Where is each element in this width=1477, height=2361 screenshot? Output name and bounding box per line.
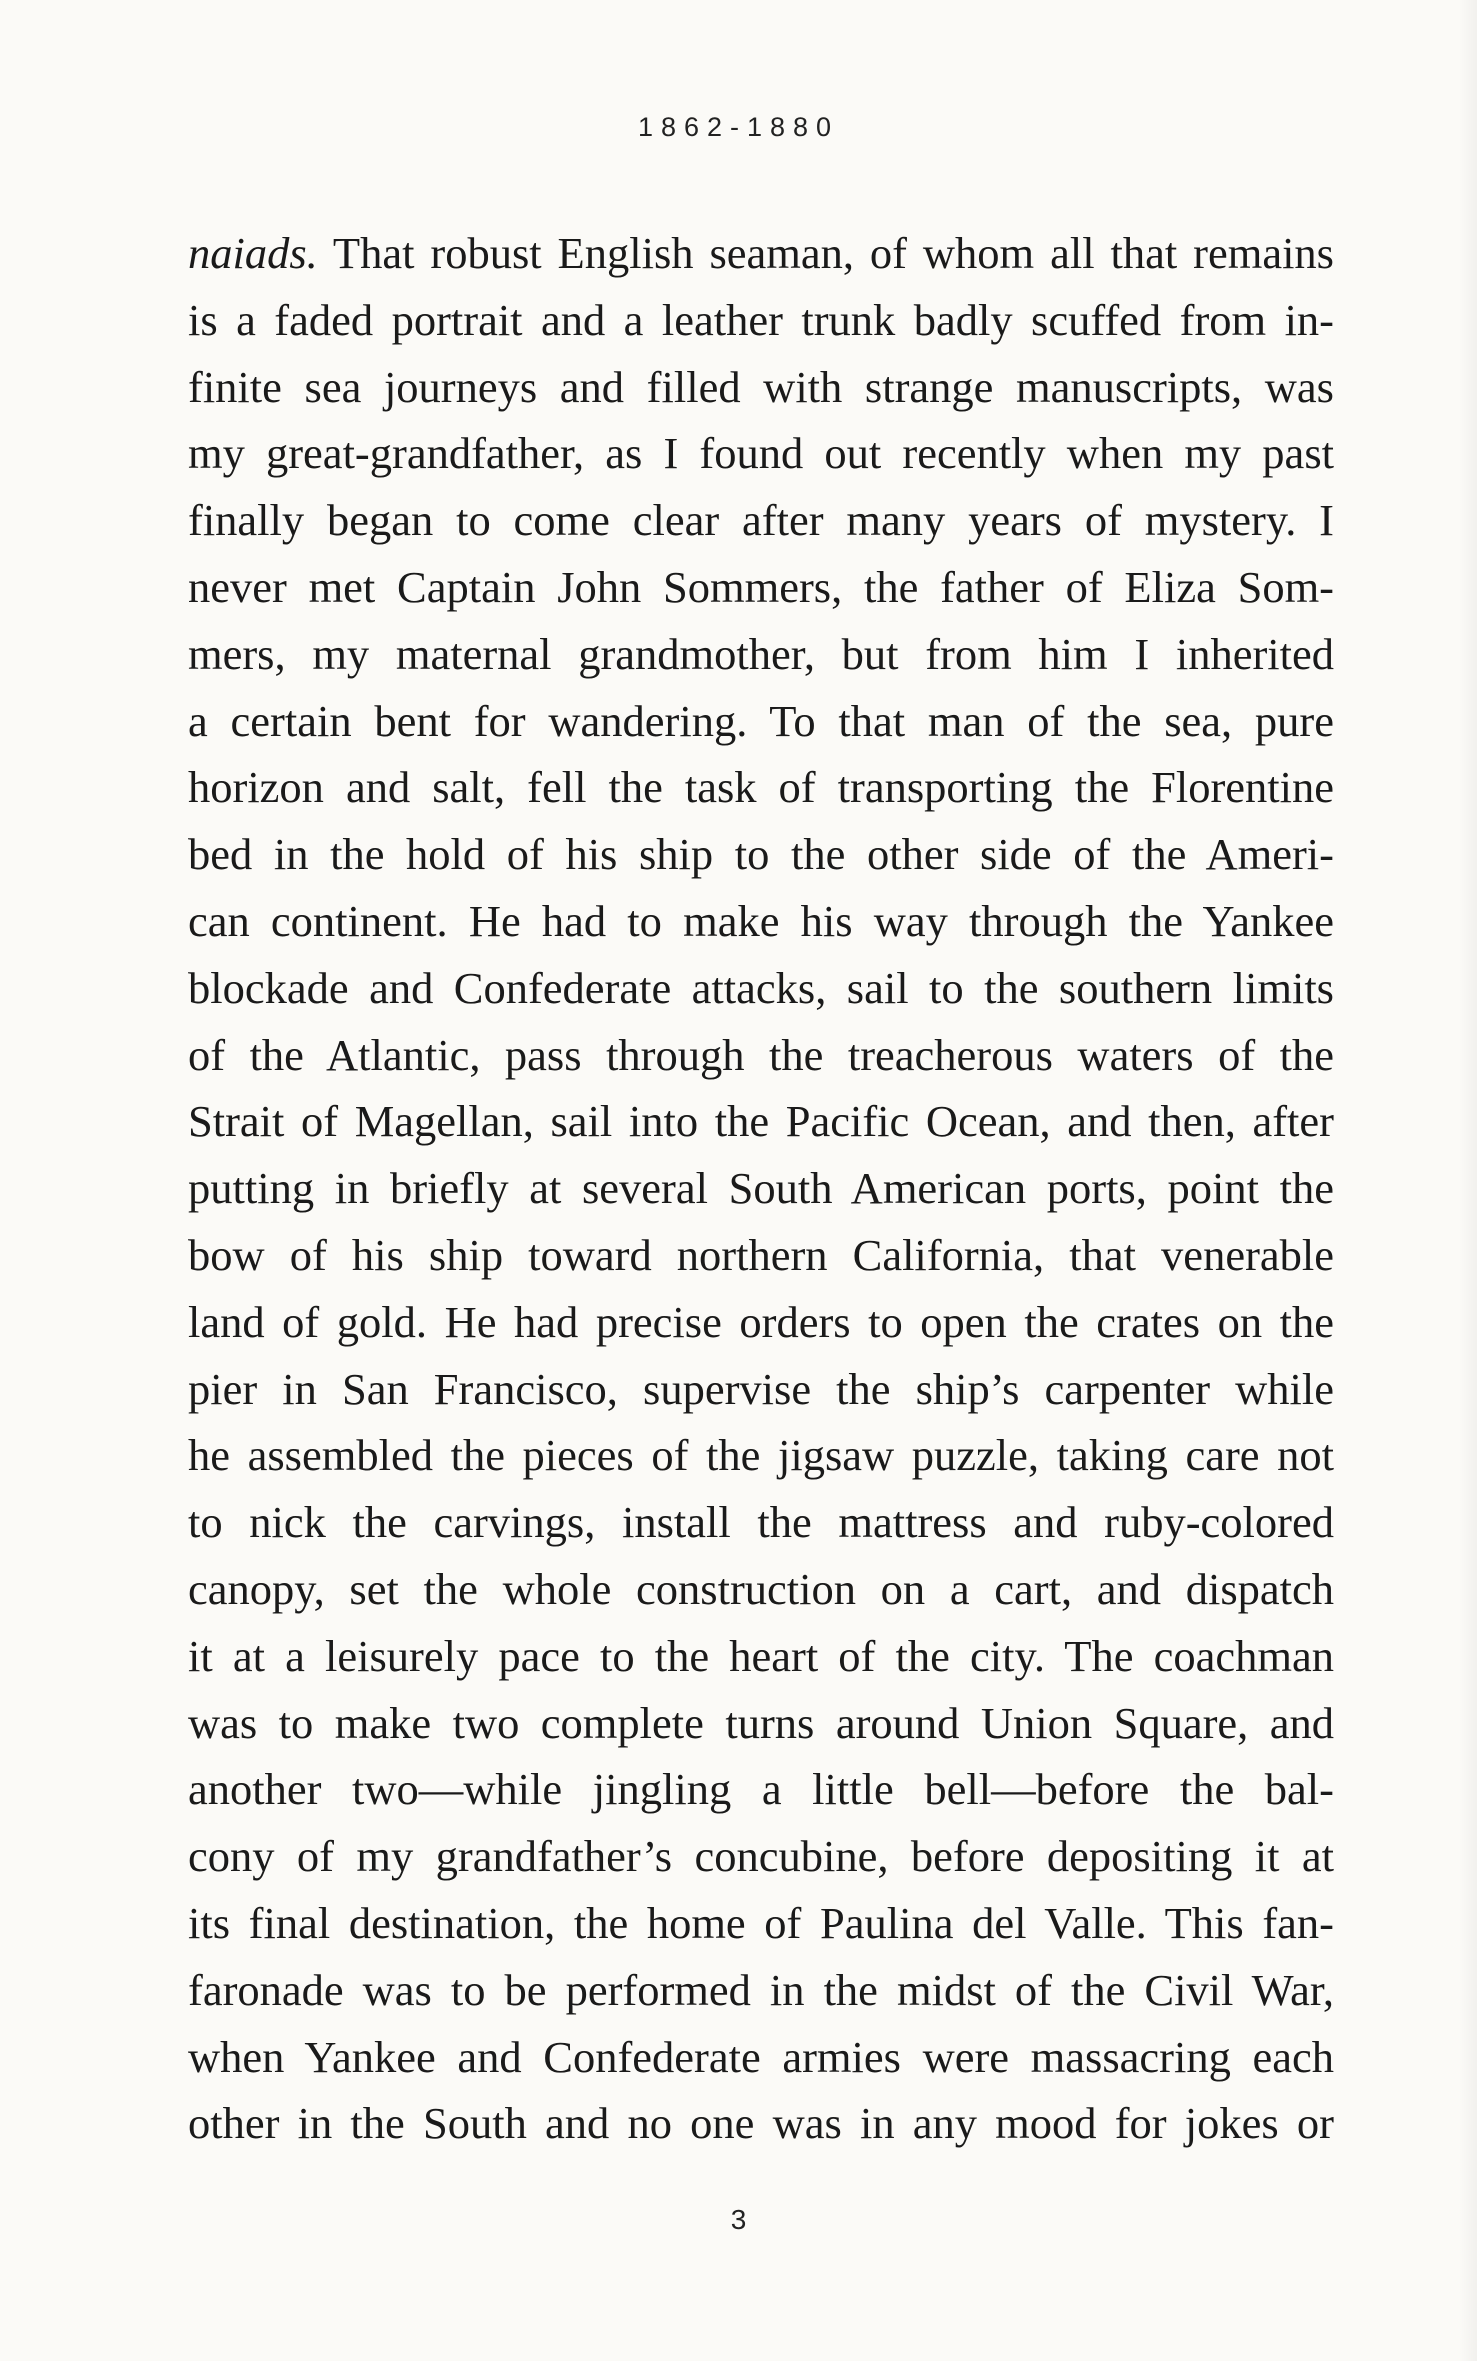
- text-line: mers, my maternal grandmother, but from him I inherited: [188, 628, 1334, 679]
- text-line: it at a leisurely pace to the heart of the city. The coachman: [188, 1630, 1334, 1681]
- text-line: land of gold. He had precise orders to open the crates on the: [188, 1296, 1334, 1347]
- text-line: never met Captain John Sommers, the father of Eliza Som-: [188, 561, 1334, 612]
- text-line: is a faded portrait and a leather trunk badly scuffed from in-: [188, 294, 1334, 345]
- text-line: my great-grandfather, as I found out recently when my past: [188, 428, 1334, 479]
- body-text: [188, 220, 1334, 2157]
- text-line: another two—while jingling a little bell—before the bal-: [188, 1764, 1334, 1815]
- italic-word: naiads.: [188, 228, 318, 278]
- first-line-rest: That robust English seaman, of whom all that remains: [317, 228, 1334, 278]
- text-line: finite sea journeys and filled with strange manuscripts, was: [188, 361, 1334, 412]
- text-line: when Yankee and Confederate armies were massacring each: [188, 2031, 1334, 2082]
- text-line: other in the South and no one was in any mood for jokes or: [188, 2098, 1334, 2149]
- text-line: blockade and Confederate attacks, sail to the southern limits: [188, 962, 1334, 1013]
- text-line-1: [188, 220, 1334, 287]
- text-line: putting in briefly at several South American ports, point the: [188, 1163, 1334, 1214]
- page-edge-shadow: [1459, 0, 1477, 2361]
- running-head: 1862-1880: [637, 112, 840, 142]
- text-line: its final destination, the home of Paulina del Valle. This fan-: [188, 1897, 1334, 1948]
- text-line: bow of his ship toward northern California, that venerable: [188, 1229, 1334, 1280]
- text-line: cony of my grandfather’s concubine, before depositing it at: [188, 1831, 1334, 1882]
- text-line: canopy, set the whole construction on a cart, and dispatch: [188, 1563, 1334, 1614]
- text-line: he assembled the pieces of the jigsaw puzzle, taking care not: [188, 1430, 1334, 1481]
- page-number: 3: [730, 2204, 747, 2235]
- text-line: finally began to come clear after many years of mystery. I: [188, 495, 1334, 546]
- text-line: to nick the carvings, install the mattress and ruby-colored: [188, 1497, 1334, 1548]
- text-line: can continent. He had to make his way through the Yankee: [188, 895, 1334, 946]
- text-line: bed in the hold of his ship to the other side of the Ameri-: [188, 829, 1334, 880]
- text-line: pier in San Francisco, supervise the ship’s carpenter while: [188, 1363, 1334, 1414]
- text-line: Strait of Magellan, sail into the Pacific Ocean, and then, after: [188, 1096, 1334, 1147]
- text-line: faronade was to be performed in the midst of the Civil War,: [188, 1964, 1334, 2015]
- text-line: was to make two complete turns around Union Square, and: [188, 1697, 1334, 1748]
- text-line: of the Atlantic, pass through the treacherous waters of the: [188, 1029, 1334, 1080]
- text-line: a certain bent for wandering. To that man of the sea, pure: [188, 695, 1334, 746]
- text-line: horizon and salt, fell the task of transporting the Florentine: [188, 762, 1334, 813]
